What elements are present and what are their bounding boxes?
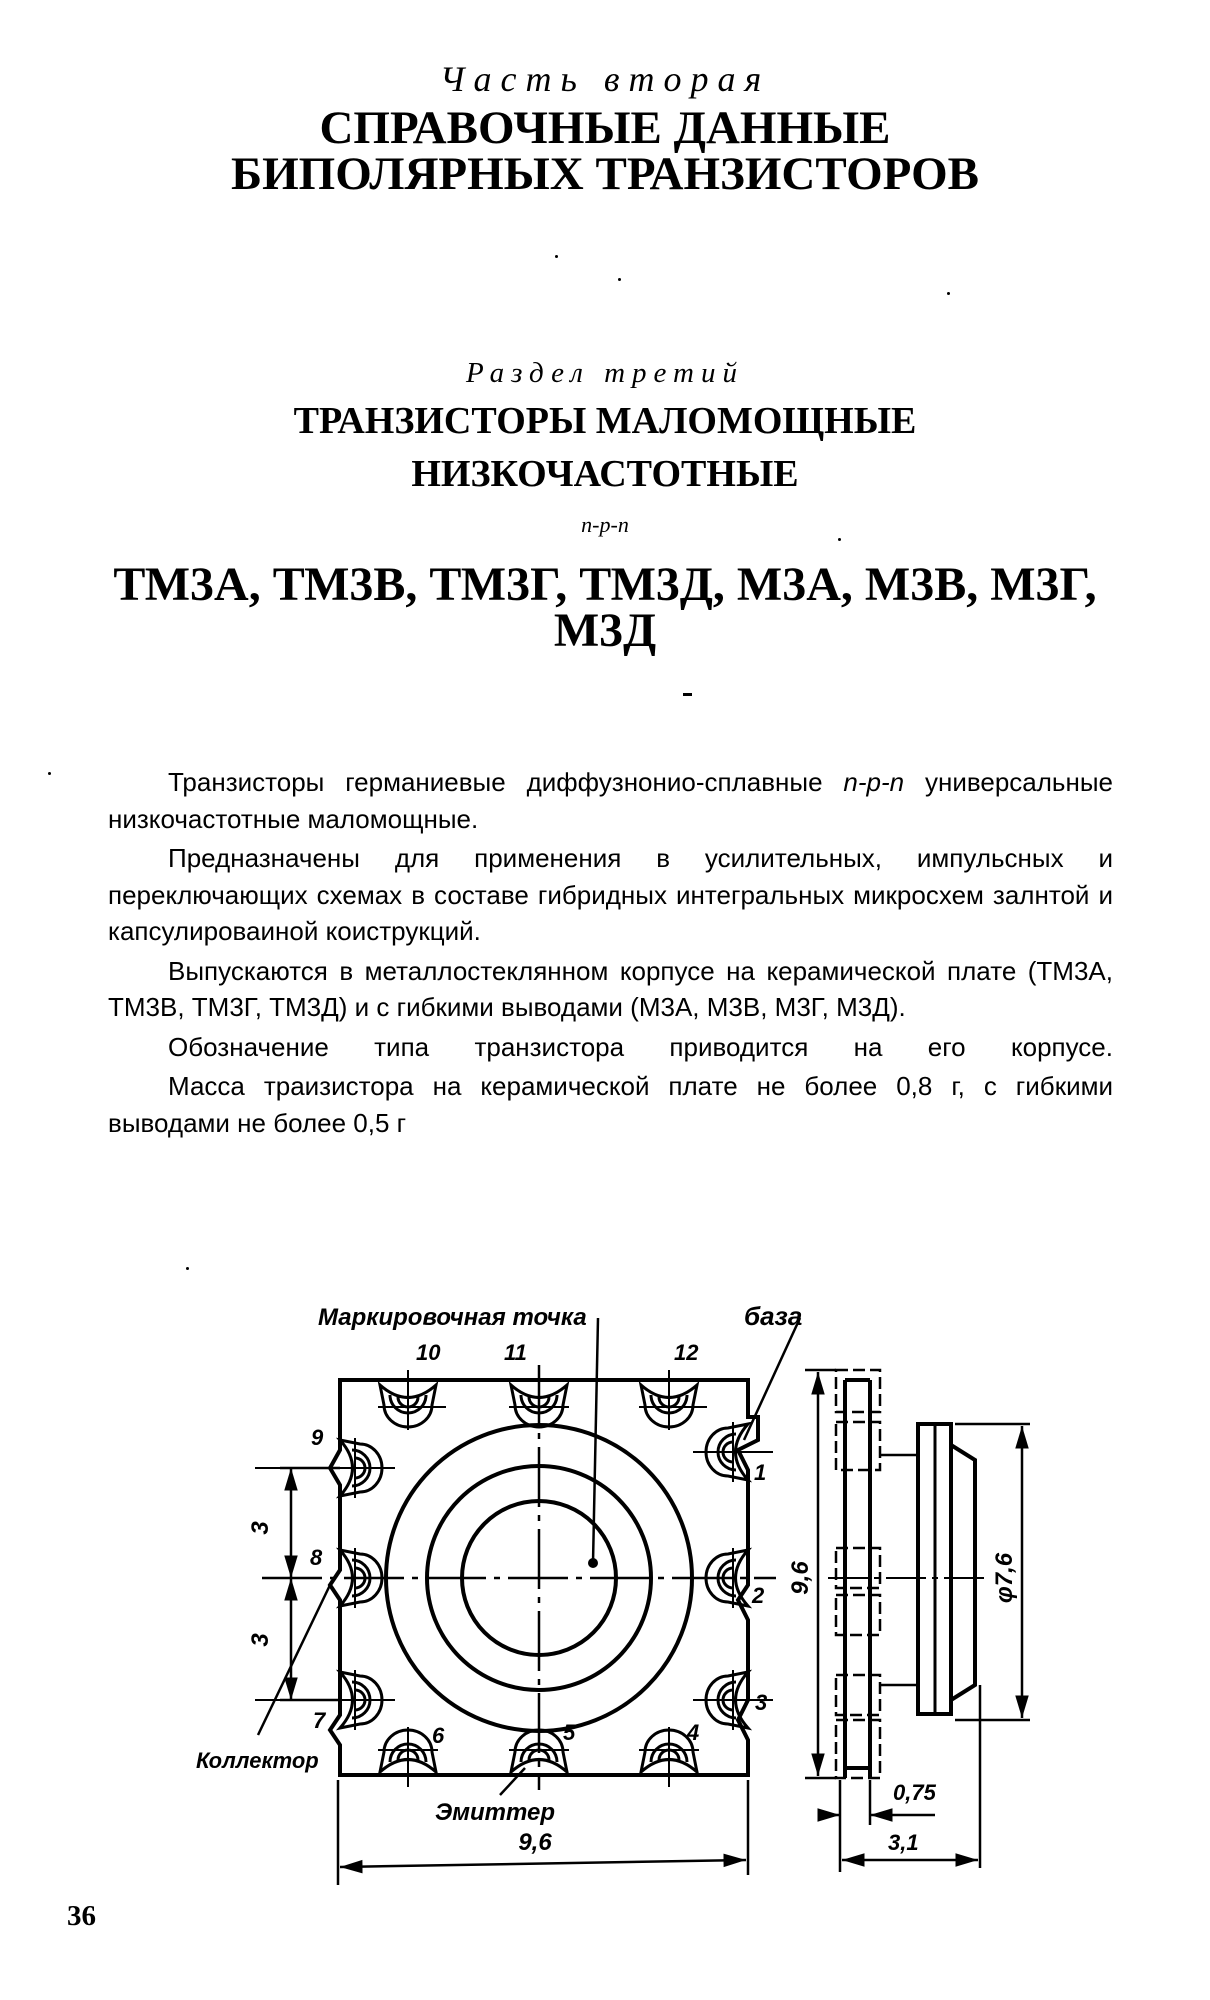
pin-pad-6 — [378, 1727, 438, 1787]
marking-dot-label: Маркировочная точка — [318, 1304, 587, 1331]
paragraph-type-text-2: универсальные низкочастотные маломощные. — [108, 767, 1113, 834]
pin-label-1: 1 — [754, 1460, 767, 1485]
model-list-line2: М3Д — [553, 604, 657, 657]
section-title-line2: НИЗКОЧАСТОТНЫЕ — [411, 453, 799, 495]
body-width-dim: 9,6 — [518, 1829, 552, 1856]
part-title-text: СПРАВОЧНЫЕ ДАННЫЕ БИПОЛЯРНЫХ ТРАНЗИСТОРОВ — [231, 102, 979, 200]
pin-outlines — [836, 1370, 880, 1778]
body-height-dim: 9,6 — [787, 1561, 814, 1595]
paragraph-type-text-1: Транзисторы германиевые диффузнонио-сплавные — [168, 767, 844, 797]
paragraph-mass: Масса траизистора на керамической плате не более 0,8 г, с гибкими выводами не более 0,5 г — [108, 1071, 1113, 1138]
paragraph-marking: Обозначение типа транзистора приводится на его корпусе. — [168, 1031, 1113, 1062]
side-view — [828, 1370, 990, 1778]
pin-label-3: 3 — [755, 1690, 768, 1715]
pin-label-10: 10 — [416, 1340, 441, 1365]
section-title-line1: ТРАНЗИСТОРЫ МАЛОМОЩНЫЕ — [293, 400, 917, 442]
cap-dome — [951, 1445, 975, 1700]
part-label: Часть вторая — [439, 59, 771, 99]
plate-thickness-dim: 0,75 — [893, 1780, 936, 1805]
paragraph-type-npn: n-p-n — [843, 767, 905, 797]
collector-label: Коллектор — [196, 1748, 319, 1773]
pin-label-5: 5 — [563, 1720, 576, 1745]
pin-label-12: 12 — [674, 1340, 699, 1365]
pin-label-7: 7 — [313, 1708, 326, 1733]
cap-diameter-dim: φ7,6 — [991, 1552, 1018, 1604]
pitch-dim-lower: 3 — [247, 1633, 274, 1647]
total-height-dim: 3,1 — [888, 1830, 919, 1855]
pin-label-8: 8 — [310, 1545, 323, 1570]
emitter-label: Эмиттер — [435, 1799, 556, 1826]
section-label: Раздел третий — [466, 357, 744, 389]
base-leader — [744, 1318, 800, 1440]
pin-label-6: 6 — [432, 1723, 445, 1748]
paragraph-package: Выпускаются в металлостеклянном корпусе на керамической плате (ТМ3А, ТМ3В, ТМ3Г, ТМ3Д) и с гибкими выводами (М3А, М3В, М3Г, М3Д). — [108, 955, 1113, 1022]
pin-label-2: 2 — [752, 1583, 765, 1608]
model-list-line1: ТМ3А, ТМ3В, ТМ3Г, ТМ3Д, М3А, М3В, М3Г, — [113, 558, 1097, 611]
page-number: 36 — [67, 1900, 96, 1932]
paragraph-purpose: Предназначены для применения в усилительных, импульсных и переключающих схемах в составе гибридных интегральных микросхем залнтой и капсулироваиной коиструкций. — [108, 843, 1113, 946]
pin-label-9: 9 — [311, 1425, 324, 1450]
pitch-dim-upper: 3 — [247, 1521, 274, 1535]
pin-label-11: 11 — [504, 1340, 527, 1365]
marking-dot — [588, 1558, 598, 1568]
conductivity-type: n-p-n — [581, 512, 629, 537]
pin-label-4: 4 — [687, 1720, 700, 1745]
base-label: база — [744, 1301, 803, 1331]
